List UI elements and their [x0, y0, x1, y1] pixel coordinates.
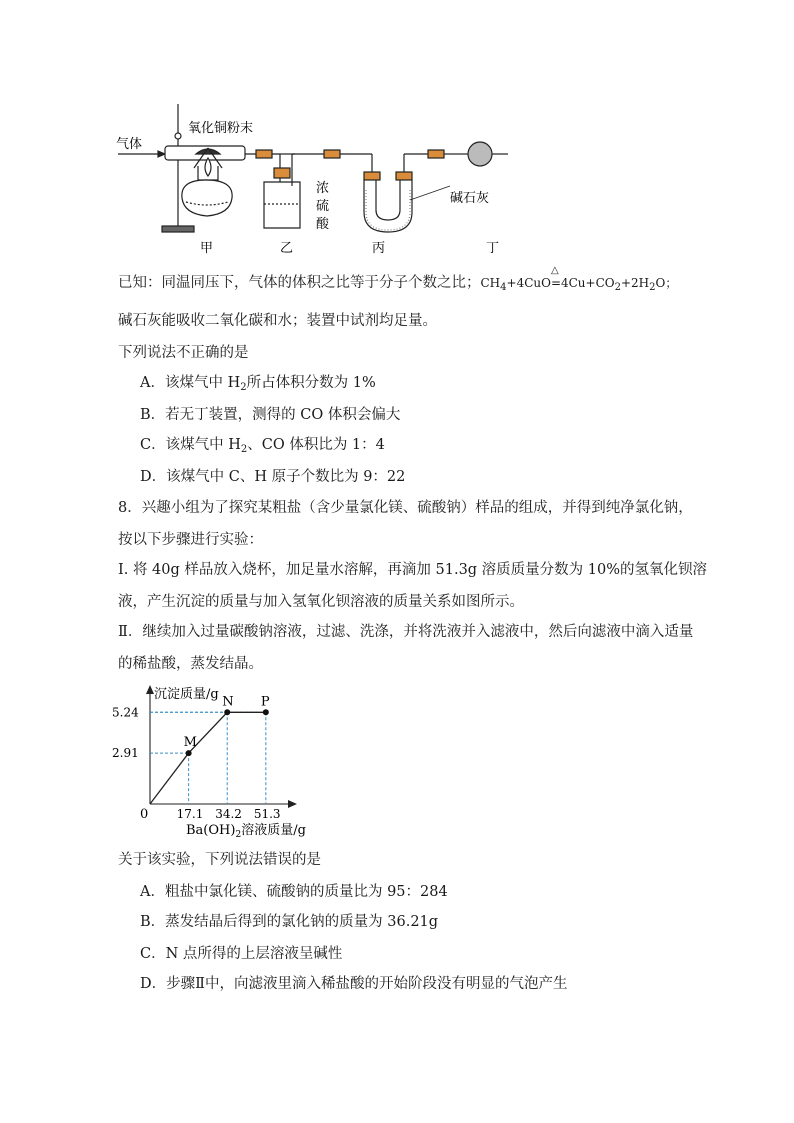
- bottle-stopper: [274, 168, 290, 178]
- x-axis-label: $Ba(OH)_2$溶液质量/g: [186, 823, 306, 840]
- x-tick-label: 51.3: [253, 807, 281, 821]
- heat-symbol: △: [550, 265, 559, 276]
- point-M: [186, 750, 192, 756]
- u-tube: [364, 180, 412, 232]
- point-label-P: P: [260, 694, 270, 710]
- q7-option-d: D．该煤气中 C、H 原子个数比为 9：22: [140, 469, 406, 485]
- q7-prompt: 下列说法不正确的是: [118, 345, 249, 361]
- q8-step1-a: Ⅰ. 将 40g 样品放入烧杯，加足量水溶解，再滴加 51.3g 溶质质量分数为 10%的氢氧化钡溶: [118, 562, 708, 578]
- point-P: [263, 709, 269, 715]
- q8-step2-a: Ⅱ．继续加入过量碳酸钠溶液，过滤、洗涤，并将洗液并入滤液中，然后向滤液中滴入适量: [118, 624, 694, 640]
- q8-step2-b: 的稀盐酸，蒸发结晶。: [118, 656, 263, 672]
- label-bing: 丙: [372, 241, 386, 256]
- acid-label-2: 硫: [316, 199, 330, 214]
- q7-option-b: B．若无丁装置，测得的 CO 体积会偏大: [140, 407, 401, 423]
- alcohol-lamp: [182, 180, 232, 216]
- q8-option-d: D．步骤Ⅱ中，向滤液里滴入稀盐酸的开始阶段没有明显的气泡产生: [140, 976, 568, 992]
- q7-option-a: A．该煤气中 $H_2$所占体积分数为 1%: [140, 375, 376, 393]
- apparatus-figure: [110, 96, 510, 256]
- cuo-label: 氧化铜粉末: [188, 121, 254, 136]
- acid-label-1: 浓: [316, 181, 330, 196]
- y-axis-label: 沉淀质量/g: [154, 687, 219, 702]
- acid-bottle: [264, 182, 300, 228]
- q8-step1-b: 液，产生沉淀的质量与加入氢氧化钡溶液的质量关系如图所示。: [118, 594, 524, 610]
- rubber-joint-1: [256, 150, 272, 158]
- point-label-N: N: [222, 694, 234, 710]
- q8-stem-1: 8．兴趣小组为了探究某粗盐（含少量氯化镁、硫酸钠）样品的组成，并得到纯净氯化钠，: [118, 500, 693, 516]
- q8-option-b: B．蒸发结晶后得到的氯化钠的质量为 36.21g: [140, 914, 439, 930]
- q8-option-a: A．粗盐中氯化镁、硫酸钠的质量比为 95：284: [140, 884, 448, 900]
- gas-label: 气体: [116, 137, 143, 152]
- x-tick-label: 17.1: [176, 807, 204, 821]
- q8-option-c: C．N 点所得的上层溶液呈碱性: [140, 946, 343, 962]
- q8-prompt: 关于该实验，下列说法错误的是: [118, 852, 321, 868]
- point-N: [224, 709, 230, 715]
- label-yi: 乙: [280, 241, 294, 256]
- label-ding: 丁: [486, 241, 500, 256]
- q7-option-c: C．该煤气中 $H_2$、CO 体积比为 1：4: [140, 437, 385, 455]
- label-jia: 甲: [200, 241, 214, 256]
- origin-label: 0: [140, 807, 149, 822]
- q8-stem-2: 按以下步骤进行实验：: [118, 532, 263, 548]
- point-label-M: M: [183, 735, 197, 751]
- known-line-1: 已知：同温同压下，气体的体积之比等于分子个数之比；$CH_4+4CuO$ △ $=4Cu+CO_2+2H_2O$；: [118, 273, 677, 298]
- known-line-2: 碱石灰能吸收二氧化碳和水；装置中试剂均足量。: [118, 313, 437, 329]
- x-axis-arrow: [288, 800, 297, 808]
- reaction-equation: $CH_4+4CuO$ △ $=4Cu+CO_2+2H_2O$；: [481, 276, 678, 290]
- stand-base: [162, 226, 194, 232]
- acid-label-3: 酸: [316, 217, 330, 232]
- flame: [205, 158, 211, 176]
- soda-lime-label: 碱石灰: [450, 191, 490, 206]
- data-line: [150, 712, 266, 804]
- drying-tube-bulb: [468, 142, 492, 166]
- rubber-joint-2: [324, 150, 340, 158]
- y-tick-label: 2.91: [112, 746, 139, 761]
- x-tick-label: 34.2: [215, 807, 242, 821]
- precipitate-graph: [112, 682, 330, 842]
- y-tick-label: 5.24: [112, 705, 139, 720]
- y-axis-arrow: [146, 685, 154, 694]
- rubber-joint-3: [428, 150, 444, 158]
